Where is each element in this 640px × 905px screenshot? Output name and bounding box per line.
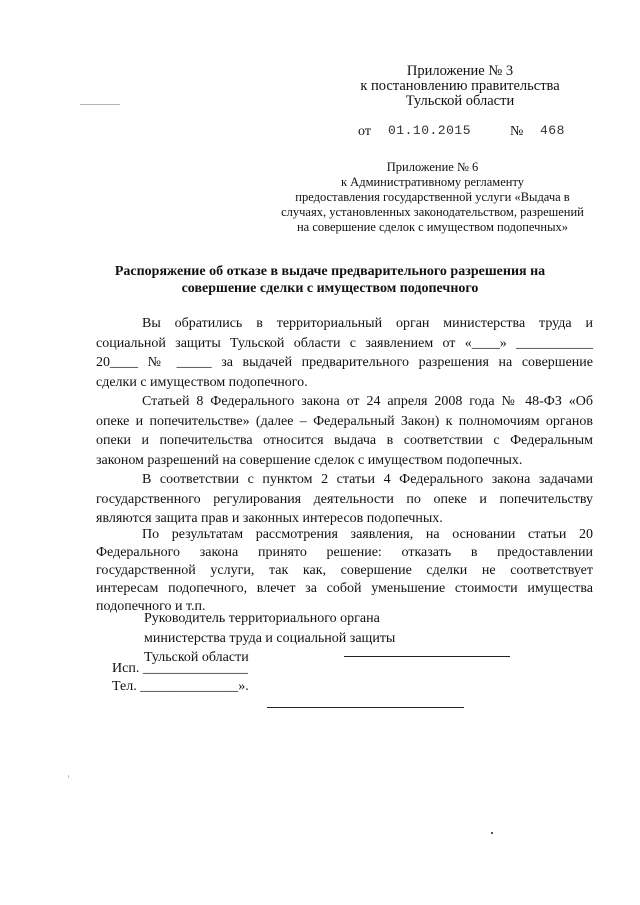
paragraph-line: интересам подопечного, влечет за собой уменьшение стоимости имущества <box>96 581 593 596</box>
paragraph-federal-law <box>96 392 593 470</box>
order-number: 468 <box>540 123 565 138</box>
order-date-number <box>358 124 588 140</box>
contacts-block <box>112 660 249 696</box>
signature-block <box>144 609 395 668</box>
appendix-3-reference: к постановлению правительства <box>360 78 560 94</box>
paragraph-tasks <box>96 470 593 529</box>
paragraph-line: государственного регулирования деятельности по опеке и попечительству <box>96 491 593 507</box>
paragraph-line: опеки и попечительства относится выдача в соответствии с Федеральным <box>96 433 593 448</box>
scan-speck <box>491 832 493 834</box>
phone-field: Тел. ______________». <box>112 679 249 694</box>
paragraph-line: являются защита прав и законных интересов подопечных. <box>96 511 443 526</box>
paragraph-line: государственной услуги, так как, совершение сделки не соответствует <box>96 563 593 578</box>
paragraph-decision <box>96 526 593 616</box>
scan-speck <box>68 775 69 778</box>
paragraph-application <box>96 314 593 392</box>
appendix-6-header <box>270 160 595 235</box>
order-from-label: от <box>358 124 371 139</box>
order-date: 01.10.2015 <box>388 123 472 138</box>
paragraph-line: социальной защиты Тульской области с заявлением от «____» ___________ <box>96 335 593 351</box>
paragraph-line: законом разрешений на совершение сделок с имуществом подопечных. <box>96 452 523 468</box>
paragraph-line: сделки с имуществом подопечного. <box>96 374 308 390</box>
appendix-3-header <box>330 64 590 109</box>
paragraph-line: подопечного и т.п. <box>96 599 206 614</box>
signature-underline <box>344 656 510 657</box>
document-title-line-2: совершение сделки с имуществом подопечного <box>181 281 479 296</box>
paragraph-line: 20____ № _____ за выдачей предварительного разрешения на совершение <box>96 355 593 370</box>
paragraph-line: По результатам рассмотрения заявления, на основании статьи 20 <box>142 527 593 542</box>
appendix-6-line-3: предоставления государственной услуги «Выдача в <box>295 190 570 204</box>
order-number-label: № <box>510 124 524 139</box>
signature-line-1: Руководитель территориального органа <box>144 611 380 626</box>
signature-line-2: министерства труда и социальной защиты <box>144 630 396 646</box>
appendix-6-title: Приложение № 6 <box>386 160 479 174</box>
appendix-3-title: Приложение № 3 <box>406 63 514 79</box>
scan-speck <box>80 104 120 105</box>
document-title <box>80 263 580 297</box>
paragraph-line: Вы обратились в территориальный орган министерства труда и <box>142 316 593 331</box>
paragraph-line: В соответствии с пунктом 2 статьи 4 Федерального закона задачами <box>142 472 593 487</box>
paragraph-line: опеке и попечительстве» (далее – Федеральный Закон) к полномочиям органов <box>96 413 593 429</box>
appendix-3-region: Тульской области <box>405 93 515 109</box>
appendix-6-line-5: на совершение сделок с имуществом подопечных» <box>296 220 569 234</box>
paragraph-line: Федерального закона принято решение: отказать в предоставлении <box>96 545 593 560</box>
bottom-underline <box>267 707 464 708</box>
executor-field: Исп. _______________ <box>112 661 248 676</box>
appendix-6-line-4: случаях, установленных законодательством, разрешений <box>281 205 584 219</box>
signature-line-3: Тульской области <box>144 650 249 665</box>
document-title-line-1: Распоряжение об отказе в выдаче предварительного разрешения на <box>114 264 546 279</box>
appendix-6-line-2: к Административному регламенту <box>340 175 524 189</box>
paragraph-line: Статьей 8 Федерального закона от 24 апреля 2008 года № 48-ФЗ «Об <box>142 394 593 409</box>
